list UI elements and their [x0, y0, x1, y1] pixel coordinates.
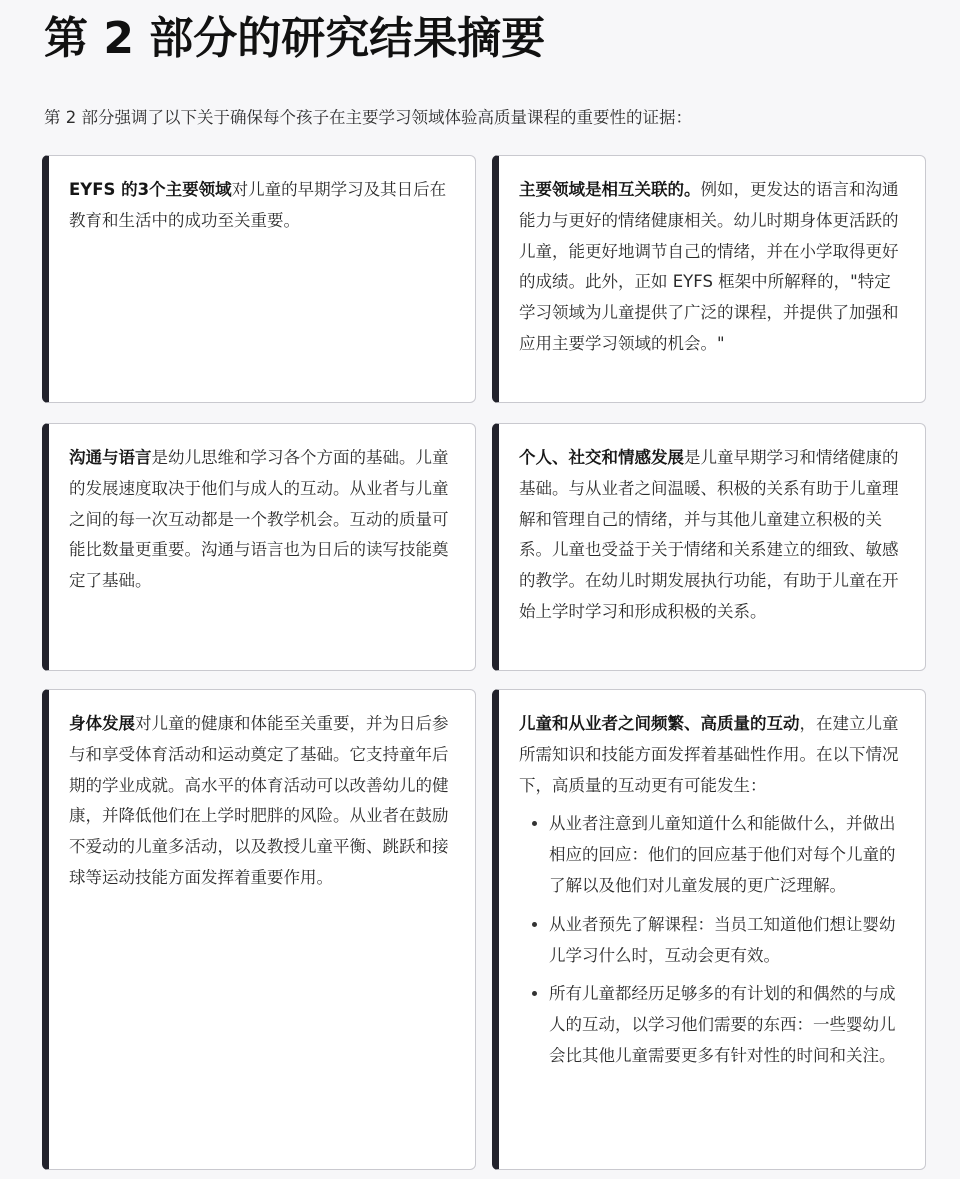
- card-body: 对儿童的早期学习及其日后在教育和生活中的成功至关重要。: [69, 180, 447, 230]
- card-text: [69, 175, 457, 237]
- summary-card-interconnected-areas: [492, 155, 926, 403]
- page-title: 第 2 部分的研究结果摘要: [44, 13, 546, 64]
- card-heading: EYFS 的3个主要领域: [69, 180, 232, 199]
- card-heading: 儿童和从业者之间频繁、高质量的互动: [519, 714, 800, 733]
- summary-card-communication-language: [42, 423, 476, 671]
- card-body: 是幼儿思维和学习各个方面的基础。儿童的发展速度取决于他们与成人的互动。从业者与儿童之间的每一次互动都是一个教学机会。互动的质量可能比数量更重要。沟通与语言也为日后的读写技能奠定了基础。: [69, 448, 449, 591]
- list-item: • 从业者注意到儿童知道什么和能做什么，并做出相应的回应：他们的回应基于他们对每个儿童的了解以及他们对儿童发展的更广泛理解。: [549, 809, 907, 901]
- card-text: [69, 443, 457, 597]
- card-body: ，在建立儿童所需知识和技能方面发挥着基础性作用。在以下情况下，高质量的互动更有可能发生：: [519, 714, 899, 795]
- summary-card-high-quality-interactions: [492, 689, 926, 1170]
- list-item: • 从业者预先了解课程：当员工知道他们想让婴幼儿学习什么时，互动会更有效。: [549, 910, 907, 972]
- card-text: [519, 175, 907, 360]
- card-body: 是儿童早期学习和情绪健康的基础。与从业者之间温暖、积极的关系有助于儿童理解和管理自己的情绪，并与其他儿童建立积极的关系。儿童也受益于关于情绪和关系建立的细致、敏感的教学。在幼儿时期发展执行功能，有助于儿童在开始上学时学习和形成积极的关系。: [519, 448, 899, 621]
- card-heading: 主要领域是相互关联的。: [519, 180, 701, 199]
- summary-card-pse-development: [492, 423, 926, 671]
- card-heading: 个人、社交和情感发展: [519, 448, 684, 467]
- bullet-list: [519, 809, 907, 1071]
- card-text: [519, 443, 907, 628]
- card-text: [519, 709, 907, 801]
- intro-text: 第 2 部分强调了以下关于确保每个孩子在主要学习领域体验高质量课程的重要性的证据：: [44, 108, 692, 127]
- summary-card-physical-development: [42, 689, 476, 1170]
- card-body: 对儿童的健康和体能至关重要，并为日后参与和享受体育活动和运动奠定了基础。它支持童年后期的学业成就。高水平的体育活动可以改善幼儿的健康，并降低他们在上学时肥胖的风险。从业者在鼓励不爱动的儿童多活动，以及教授儿童平衡、跳跃和接球等运动技能方面发挥着重要作用。: [69, 714, 449, 887]
- summary-card-eyfs-prime-areas: [42, 155, 476, 403]
- card-text: [69, 709, 457, 894]
- card-heading: 沟通与语言: [69, 448, 152, 467]
- card-body: 例如，更发达的语言和沟通能力与更好的情绪健康相关。幼儿时期身体更活跃的儿童，能更好地调节自己的情绪，并在小学取得更好的成绩。此外，正如 EYFS 框架中所解释的，"特定学习领域为儿童提供了广泛的课程，并提供了加强和应用主要学习领域的机会。": [519, 180, 899, 353]
- card-heading: 身体发展: [69, 714, 135, 733]
- list-item: • 所有儿童都经历足够多的有计划的和偶然的与成人的互动，以学习他们需要的东西：一些婴幼儿会比其他儿童需要更多有针对性的时间和关注。: [549, 979, 907, 1071]
